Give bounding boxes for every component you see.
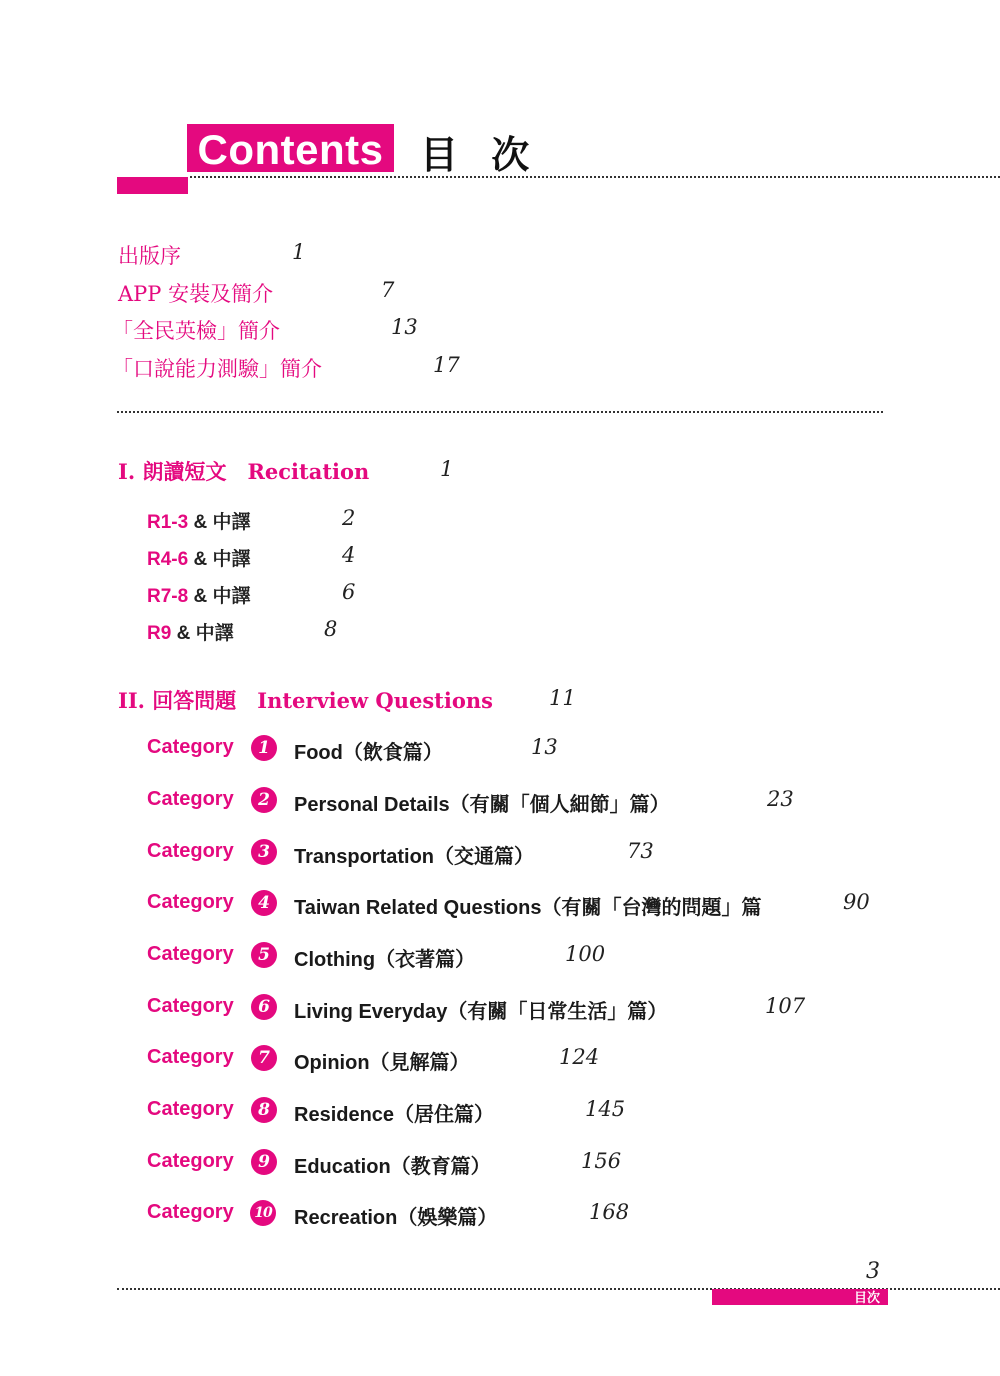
category-label: Category — [147, 1201, 234, 1223]
category-page: 156 — [581, 1149, 622, 1173]
section1-heading[interactable]: I. 朗讀短文 Recitation — [118, 459, 370, 484]
header-accent-bar — [117, 177, 188, 194]
category-page: 107 — [765, 994, 806, 1018]
category-title[interactable]: Opinion（見解篇） — [294, 1052, 470, 1074]
category-page: 23 — [767, 787, 794, 811]
page-number: 3 — [866, 1259, 880, 1284]
category-title[interactable]: Personal Details（有關「個人細節」篇） — [294, 794, 670, 816]
category-number-badge: 6 — [251, 994, 277, 1020]
section2-heading[interactable]: II. 回答問題 Interview Questions — [118, 688, 493, 713]
recitation-item-page: 8 — [324, 617, 338, 641]
recitation-item[interactable]: R4-6 & 中譯 — [147, 549, 251, 570]
category-label: Category — [147, 1150, 234, 1172]
toc-speaking-page: 17 — [433, 353, 460, 377]
category-label: Category — [147, 943, 234, 965]
category-label: Category — [147, 1098, 234, 1120]
category-title[interactable]: Transportation（交通篇） — [294, 846, 535, 868]
category-number-badge: 10 — [250, 1200, 276, 1226]
toc-app-page: 7 — [381, 278, 395, 302]
category-title[interactable]: Recreation（娛樂篇） — [294, 1207, 498, 1229]
category-page: 145 — [585, 1097, 626, 1121]
category-title[interactable]: Food（飲食篇） — [294, 742, 443, 764]
category-page: 73 — [627, 839, 654, 863]
category-label: Category — [147, 736, 234, 758]
category-page: 90 — [843, 890, 870, 914]
category-number-badge: 1 — [251, 735, 277, 761]
category-title[interactable]: Clothing（衣著篇） — [294, 949, 476, 971]
header-dotted-rule — [190, 176, 1000, 178]
category-number-badge: 4 — [251, 890, 277, 916]
recitation-item-page: 6 — [342, 580, 356, 604]
category-title[interactable]: Living Everyday（有關「日常生活」篇） — [294, 1001, 668, 1023]
recitation-item-page: 2 — [342, 506, 356, 530]
category-number-badge: 3 — [251, 839, 277, 865]
toc-preface-label[interactable]: 出版序 — [118, 244, 181, 268]
category-page: 100 — [565, 942, 606, 966]
contents-title-zh: 目 次 — [420, 132, 540, 177]
category-number-badge: 7 — [251, 1045, 277, 1071]
toc-speaking-label[interactable]: 「口說能力測驗」簡介 — [112, 357, 322, 381]
footer-tag: 目次 — [853, 1290, 880, 1305]
toc-app-label[interactable]: APP 安裝及簡介 — [118, 282, 274, 306]
section2-page: 11 — [549, 686, 576, 710]
recitation-item[interactable]: R9 & 中譯 — [147, 623, 234, 644]
toc-gept-page: 13 — [391, 315, 418, 339]
category-page: 13 — [531, 735, 558, 759]
category-label: Category — [147, 788, 234, 810]
category-page: 124 — [559, 1045, 600, 1069]
section1-page: 1 — [440, 457, 454, 481]
category-number-badge: 8 — [251, 1097, 277, 1123]
section-dotted-rule — [117, 411, 883, 413]
category-label: Category — [147, 840, 234, 862]
toc-preface-page: 1 — [292, 240, 306, 264]
recitation-item[interactable]: R7-8 & 中譯 — [147, 586, 251, 607]
category-page: 168 — [589, 1200, 630, 1224]
category-title[interactable]: Residence（居住篇） — [294, 1104, 495, 1126]
toc-gept-label[interactable]: 「全民英檢」簡介 — [112, 319, 280, 343]
contents-title: Contents — [197, 126, 384, 173]
category-title[interactable]: Taiwan Related Questions（有關「台灣的問題」篇 — [294, 897, 762, 919]
recitation-item[interactable]: R1-3 & 中譯 — [147, 512, 251, 533]
category-title[interactable]: Education（教育篇） — [294, 1156, 491, 1178]
category-label: Category — [147, 891, 234, 913]
recitation-item-page: 4 — [342, 543, 356, 567]
category-label: Category — [147, 995, 234, 1017]
category-number-badge: 9 — [251, 1149, 277, 1175]
category-number-badge: 5 — [251, 942, 277, 968]
category-label: Category — [147, 1046, 234, 1068]
category-number-badge: 2 — [251, 787, 277, 813]
contents-title-box — [187, 124, 394, 172]
footer-tag-bar — [712, 1289, 888, 1305]
